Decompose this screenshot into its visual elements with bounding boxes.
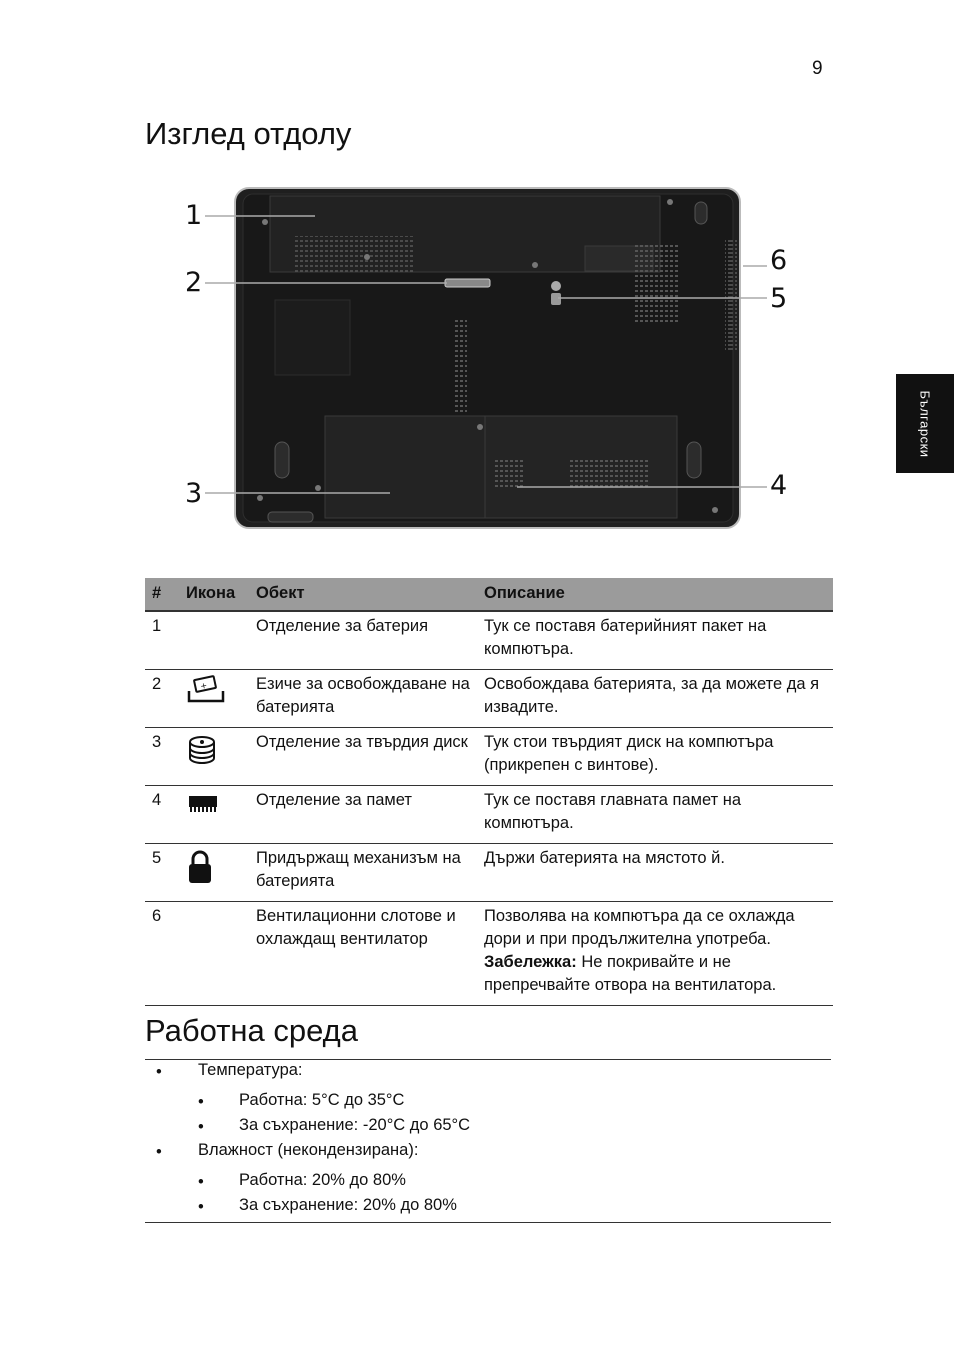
header-description: Описание <box>478 578 833 611</box>
section-title-bottom-view: Изглед отдолу <box>145 116 352 151</box>
table-header-row <box>145 578 833 611</box>
row-object: Придържащ механизъм на батерията <box>250 844 478 902</box>
row-object: Езиче за освобождаване на батерията <box>250 670 478 728</box>
callout-1: 1 <box>185 200 203 231</box>
row-object: Вентилационни слотове и охлаждащ вентилатор <box>250 902 478 1006</box>
row-num: 4 <box>145 786 180 844</box>
bullet: • <box>156 1063 162 1081</box>
row-icon <box>180 902 250 1006</box>
svg-text:+: + <box>199 680 208 691</box>
row-description: Тук се поставя главната памет на компютъра. <box>478 786 833 844</box>
vents-center <box>455 320 467 415</box>
humidity-storage: За съхранение: 20% до 80% <box>239 1196 457 1214</box>
temperature-label: Температура: <box>198 1061 303 1079</box>
row-num: 5 <box>145 844 180 902</box>
bullet: • <box>156 1143 162 1161</box>
table-row <box>145 786 833 844</box>
panel-left <box>275 300 350 375</box>
header-object: Обект <box>250 578 478 611</box>
row-icon <box>180 786 250 844</box>
battery-compartment <box>270 196 660 272</box>
language-tab <box>896 374 954 473</box>
cooling-vents <box>725 240 737 350</box>
language-tab-label: Български <box>917 389 933 458</box>
memory-compartment <box>485 416 677 518</box>
bullet: • <box>198 1198 204 1216</box>
callout-2: 2 <box>185 267 203 298</box>
battery-release-icon <box>186 675 226 705</box>
row-object: Отделение за батерия <box>250 611 478 670</box>
row-icon <box>180 670 250 728</box>
row-num: 2 <box>145 670 180 728</box>
row-icon <box>180 728 250 786</box>
row-description: Тук стои твърдият диск на компютъра (прикрепен с винтове). <box>478 728 833 786</box>
row-description: Тук се поставя батерийният пакет на компютъра. <box>478 611 833 670</box>
bullet: • <box>198 1118 204 1136</box>
callout-6: 6 <box>770 245 788 276</box>
bullet: • <box>198 1173 204 1191</box>
header-icon: Икона <box>180 578 250 611</box>
bullet: • <box>198 1093 204 1111</box>
callout-3: 3 <box>185 478 203 509</box>
row-num: 1 <box>145 611 180 670</box>
row-icon <box>180 844 250 902</box>
section-title-environment: Работна среда <box>145 1013 359 1048</box>
hard-disk-compartment <box>325 416 485 518</box>
page-number: 9 <box>812 58 823 79</box>
callout-5: 5 <box>770 283 788 314</box>
components-table <box>145 578 833 1006</box>
note-text: Не покривайте и не препречвайте отвора на вентилатора. <box>484 953 777 994</box>
lock-icon <box>186 849 214 885</box>
header-num: # <box>145 578 180 611</box>
row-description: Държи батерията на мястото й. <box>478 844 833 902</box>
table-row <box>145 728 833 786</box>
row-icon <box>180 611 250 670</box>
table-row <box>145 844 833 902</box>
row-object: Отделение за памет <box>250 786 478 844</box>
memory-icon <box>186 791 220 815</box>
temperature-storage: За съхранение: -20°C до 65°C <box>239 1116 471 1134</box>
vents-upper-right <box>633 242 678 322</box>
environment-list <box>145 1059 831 1223</box>
humidity-operating: Работна: 20% до 80% <box>239 1171 406 1189</box>
row-description: Освобождава батерията, за да можете да я извадите. <box>478 670 833 728</box>
temperature-operating: Работна: 5°C до 35°C <box>239 1091 405 1109</box>
humidity-label: Влажност (некондензирана): <box>198 1141 419 1159</box>
table-row <box>145 670 833 728</box>
battery-release-latch <box>445 279 490 287</box>
table-row <box>145 902 833 1006</box>
callout-4: 4 <box>770 470 788 501</box>
laptop-bottom-diagram <box>175 180 795 540</box>
description-text: Позволява на компютъра да се охлажда дори и при продължителна употреба. <box>484 907 795 948</box>
note-label: Забележка: <box>484 953 577 971</box>
row-num: 6 <box>145 902 180 1006</box>
row-num: 3 <box>145 728 180 786</box>
row-object: Отделение за твърдия диск <box>250 728 478 786</box>
row-description <box>478 902 833 1006</box>
table-row <box>145 611 833 670</box>
hard-disk-icon <box>186 733 218 767</box>
